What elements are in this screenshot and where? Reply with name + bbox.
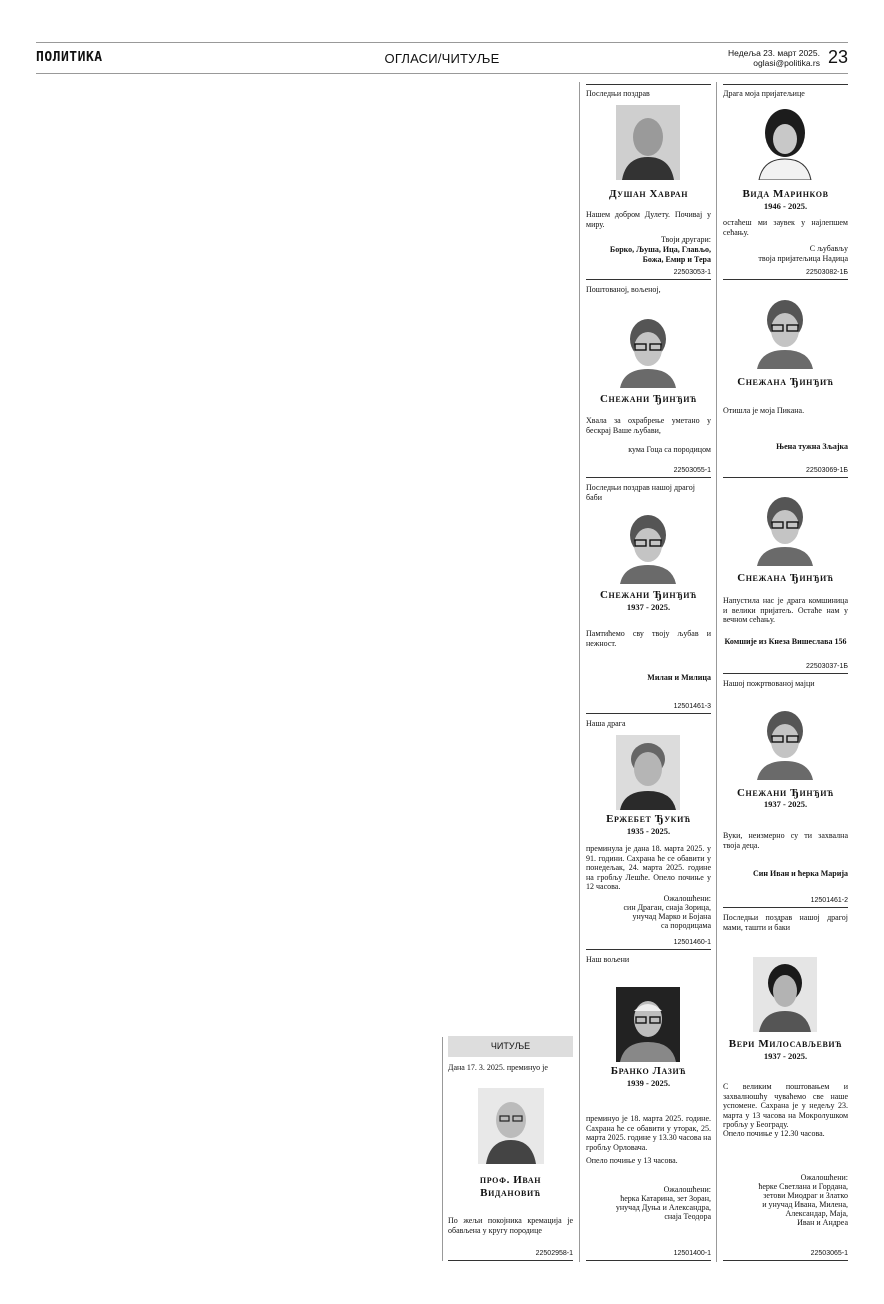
ad-code: 22503055-1 <box>673 466 711 474</box>
deceased-name: Ержебет Ђукић <box>606 813 691 825</box>
notice-intro: Последњи поздрав нашој драгој баби <box>586 483 695 502</box>
portrait-photo <box>753 705 817 780</box>
notice-intro: Последњи поздрав нашој драгој мами, ташти и баки <box>723 913 848 932</box>
ads-email[interactable]: oglasi@politika.rs <box>753 58 820 68</box>
newspaper-logo: ПОЛИТИКА <box>36 50 103 65</box>
obituary-notice <box>723 674 848 908</box>
ad-code: 12501461-3 <box>673 702 711 710</box>
signature: Милан и Милица <box>647 673 711 682</box>
obituary-notice <box>586 280 711 478</box>
notice-intro: Драга моја пријатељице <box>723 89 805 98</box>
notice-text: Опело почиње у 13 часова. <box>586 1156 678 1165</box>
obituary-notice <box>723 478 848 674</box>
deceased-name: Бранко Лазић <box>610 1065 687 1077</box>
notice-intro: Поштованој, вољеној, <box>586 285 661 294</box>
deceased-name: проф. Иван <box>479 1174 542 1186</box>
signature: и унучад Ивана, Милена, <box>762 1200 848 1209</box>
notice-text: Хвала за охрабрење уметано у бескрај Ваше љубави, <box>586 416 711 435</box>
deceased-name: Снежани Ђинђић <box>599 589 698 601</box>
portrait-photo <box>616 509 680 584</box>
life-years: 1937 - 2025. <box>763 799 808 809</box>
deceased-name: Снежани Ђинђић <box>599 393 698 405</box>
notice-text: преминула је дана 18. марта 2025. у 91. години. Сахрана ће се обавити у понедељак, 24. марта 2025. године на гробљу Лешће. Опело почиње у 12 часова. <box>586 844 711 891</box>
signature: Твоји другари: <box>660 235 711 244</box>
ad-code: 22502958-1 <box>535 1249 573 1257</box>
portrait-photo <box>753 294 817 369</box>
signature: ћерка Катарина, зет Зоран, <box>620 1194 711 1203</box>
column-divider <box>716 82 717 1262</box>
portrait-photo <box>753 957 817 1032</box>
signature: са породицама <box>661 921 711 930</box>
ad-code: 12501461-2 <box>810 896 848 904</box>
signature: кума Гоца са породицом <box>628 445 711 454</box>
notice-intro: Последњи поздрав <box>586 89 650 98</box>
ad-code: 22503065-1 <box>810 1249 848 1257</box>
notice-text: Нашем добром Дулету. Почивај у миру. <box>586 210 711 229</box>
obituaries-header: ЧИТУЉЕ <box>448 1036 573 1057</box>
signature: ћерке Светлана и Гордана, <box>758 1182 848 1191</box>
life-years: 1937 - 2025. <box>763 1051 808 1061</box>
notice-intro: Наш вољени <box>586 955 630 964</box>
signature: унучад Дуња и Александра, <box>615 1203 711 1212</box>
signature: Комшије из Кнеза Вишеслава 156 <box>724 637 847 646</box>
notice-intro: Наша драга <box>586 719 626 728</box>
date-info <box>728 48 820 68</box>
notice-intro: Нашој пожртвованој мајци <box>723 679 815 688</box>
obituary-notice <box>586 478 711 714</box>
portrait-photo <box>616 987 680 1062</box>
signature: твоја пријатељица Надица <box>758 254 848 263</box>
signature: унучад Марко и Бојана <box>632 912 711 921</box>
life-years: 1946 - 2025. <box>763 201 808 211</box>
ad-code: 22503082-1Б <box>806 268 848 276</box>
notice-text: Отишла је моја Пикана. <box>723 406 805 415</box>
signature: Син Иван и ћерка Марија <box>753 869 848 878</box>
signature: Ожалошћени: <box>663 1185 711 1194</box>
notice-text: остаћеш ми заувек у најлепшем сећању. <box>723 218 848 237</box>
page-number: 23 <box>827 47 848 67</box>
signature: Њена тужна Зљајка <box>776 442 848 451</box>
portrait-photo <box>753 491 817 566</box>
section-title: ОГЛАСИ/ЧИТУЉЕ <box>384 51 500 66</box>
obituary-notice <box>723 280 848 478</box>
ad-code: 22503037-1Б <box>806 662 848 670</box>
notice-text: Опело почиње у 12.30 часова. <box>723 1129 825 1138</box>
notice-intro: Дана 17. 3. 2025. преминуо је <box>448 1063 548 1072</box>
signature: зетови Миодраг и Златко <box>763 1191 848 1200</box>
notice-text: преминуо је 18. марта 2025. године. Сахрана ће се обавити у уторак, 25. марта 2025. године у 13.30 часова на гробљу Орловача. <box>586 1114 711 1152</box>
signature: Ожалошћени: <box>800 1173 848 1182</box>
ad-code: 12501460-1 <box>673 938 711 946</box>
deceased-name: Снежани Ђинђић <box>736 787 835 799</box>
signature: Борко, Љуша, Ица, Глављо, <box>609 245 711 254</box>
issue-date: Недеља 23. март 2025. <box>728 48 820 58</box>
obituary-notice <box>586 950 711 1261</box>
notice-text: Памтићемо сву твоју љубав и нежност. <box>586 629 711 648</box>
ad-code: 22503053-1 <box>673 268 711 276</box>
notice-text: Вуки, неизмерно су ти захвална твоја деца. <box>723 831 848 850</box>
deceased-name: Вида Маринков <box>742 188 829 200</box>
signature: С љубављу <box>809 244 848 253</box>
obituary-notice <box>448 1058 573 1261</box>
signature: син Драган, снаја Зорица, <box>623 903 711 912</box>
masthead <box>36 42 848 74</box>
life-years: 1935 - 2025. <box>626 826 671 836</box>
signature: снаја Теодора <box>664 1212 711 1221</box>
portrait-photo <box>616 313 680 388</box>
signature: Ожалошћени: <box>663 894 711 903</box>
obituary-notice <box>723 84 848 280</box>
deceased-name: Душан Хавран <box>608 188 689 200</box>
portrait-photo <box>616 105 680 180</box>
column-divider <box>442 1037 443 1261</box>
ad-code: 12501400-1 <box>673 1249 711 1257</box>
portrait-photo <box>753 105 817 180</box>
obituary-notice <box>586 714 711 950</box>
signature: Божа, Емир и Тера <box>642 255 711 264</box>
portrait-photo <box>478 1088 544 1164</box>
notice-text: Напустила нас је драга комшиница и велики пријатељ. Остаће нам у вечном сећању. <box>723 596 848 624</box>
notice-text: По жељи покојника кремација је обављена у кругу породице <box>448 1216 573 1235</box>
obituary-notice <box>586 84 711 280</box>
portrait-photo <box>616 735 680 810</box>
deceased-name: Видановић <box>480 1187 541 1199</box>
ad-code: 22503069-1Б <box>806 466 848 474</box>
signature: Александар, Маја, <box>785 1209 848 1218</box>
deceased-name: Вери Милосављевић <box>728 1038 843 1050</box>
signature: Иван и Андреа <box>797 1218 848 1227</box>
life-years: 1937 - 2025. <box>626 602 671 612</box>
column-divider <box>579 82 580 1262</box>
obituary-notice <box>723 908 848 1261</box>
life-years: 1939 - 2025. <box>626 1078 671 1088</box>
deceased-name: Снежана Ђинђић <box>737 572 834 584</box>
notice-text: С великим поштовањем и захвалношћу чуваћемо све наше успомене. Сахрана је у недељу 23. марта у 13 часова на Мокролушком гробљу у Београду. <box>723 1082 848 1129</box>
deceased-name: Снежана Ђинђић <box>737 376 834 388</box>
